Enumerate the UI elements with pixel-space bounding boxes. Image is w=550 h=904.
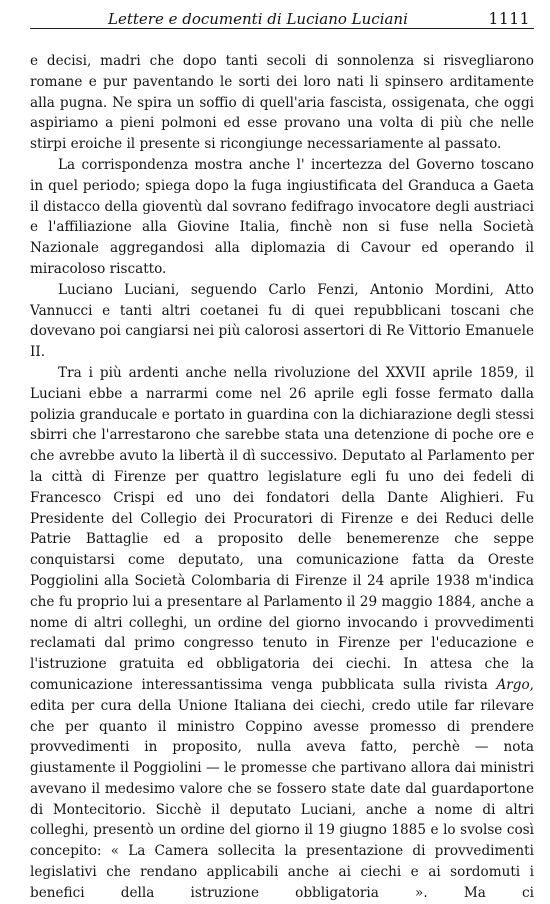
page-number: 1111 [488,10,530,28]
paragraph-2: La corrispondenza mostra anche l' incertezza del Governo toscano in quel periodo; spiega dopo la fuga ingiustificata del Granduca a Gaeta il distacco della gioventù dal sovrano fedifrago invocatore degli austriaci e l'affiliazione alla Giovine Italia, finchè non si fuse nella Società Nazionale aggregandosi alla diplomazia di Cavour ed operando il miracoloso riscatto. [30,156,534,277]
paragraph-4-part-1: Tra i più ardenti anche nella rivoluzione del XXVII aprile 1859, il Luciani ebbe a narrarmi come nel 26 aprile egli fosse fermato dalla polizia granducale e portato in guardina con la dichiarazione degli stessi sbirri che l'arrestarono che sarebbe stata una detenzione di poche ore e che avrebbe avuto la libertà il dì successivo. Deputato al Parlamento per la città di Firenze per quattro legislature egli fu uno dei fedeli di Francesco Crispi ed uno dei fondatori della Dante Alighieri. Fu Presidente del Collegio dei Procuratori di Firenze e dei Reduci delle Patrie Battaglie ed a proposito delle benemerenze che seppe conquistarsi come deputato, una comunicazione fatta da Oreste Poggiolini alla Società Colombaria di Firenze il 24 aprile 1938 m'indica che fu proprio lui a presentare al Parlamento il 29 maggio 1884, anche a nome di altri colleghi, un ordine del giorno invocando i provvedimenti reclamati dal primo congresso tenuto in Firenze per l'educazione e l'istruzione gratuita ed obbligatoria dei ciechi. In attesa che la comunicazione interessantissima venga pubblicata sulla rivista [30,364,534,693]
running-title: Lettere e documenti di Luciano Luciani [108,10,408,28]
journal-title-argo: Argo [496,676,530,693]
running-header [30,0,534,29]
body-text [30,51,534,904]
paragraph-1: e decisi, madri che dopo tanti secoli di sonnolenza si risvegliarono romane e pur paventando le sorti dei loro nati li spinsero arditamente alla pugna. Ne spira un soffio di quell'aria fascista, ossigenata, che oggi aspiriamo a pieni polmoni ed esse provano una volta di più che nelle stirpi eroiche il presente si ricongiunge necessariamente al passato. [30,53,534,153]
paragraph-4-part-2: , edita per cura della Unione Italiana dei ciechi, credo utile far rilevare che per quanto il ministro Coppino avesse promesso di prendere provvedimenti in proposito, nulla aveva fatto, perchè — nota giustamente il Poggiolini — le promesse che partivano allora dai ministri avevano il medesimo valore che se fossero state date dal guardaportone di Montecitorio. Sicchè il deputato Luciani, anche a nome di altri colleghi, presentò un ordine del giorno il 19 giugno 1885 e lo svolse così concepito: « La Camera sollecita la presentazione di provvedimenti legislativi che rendano applicabili anche ai ciechi e ai sordomuti i benefici della istruzione obbligatoria ». Ma ci [30,676,534,901]
paragraph-4 [30,363,534,904]
paragraph-3: Luciano Luciani, seguendo Carlo Fenzi, Antonio Mordini, Atto Vannucci e tanti altri coetanei fu di quei repubblicani toscani che dovevano poi cangiarsi nei più calorosi assertori di Re Vittorio Emanuele II. [30,281,534,361]
